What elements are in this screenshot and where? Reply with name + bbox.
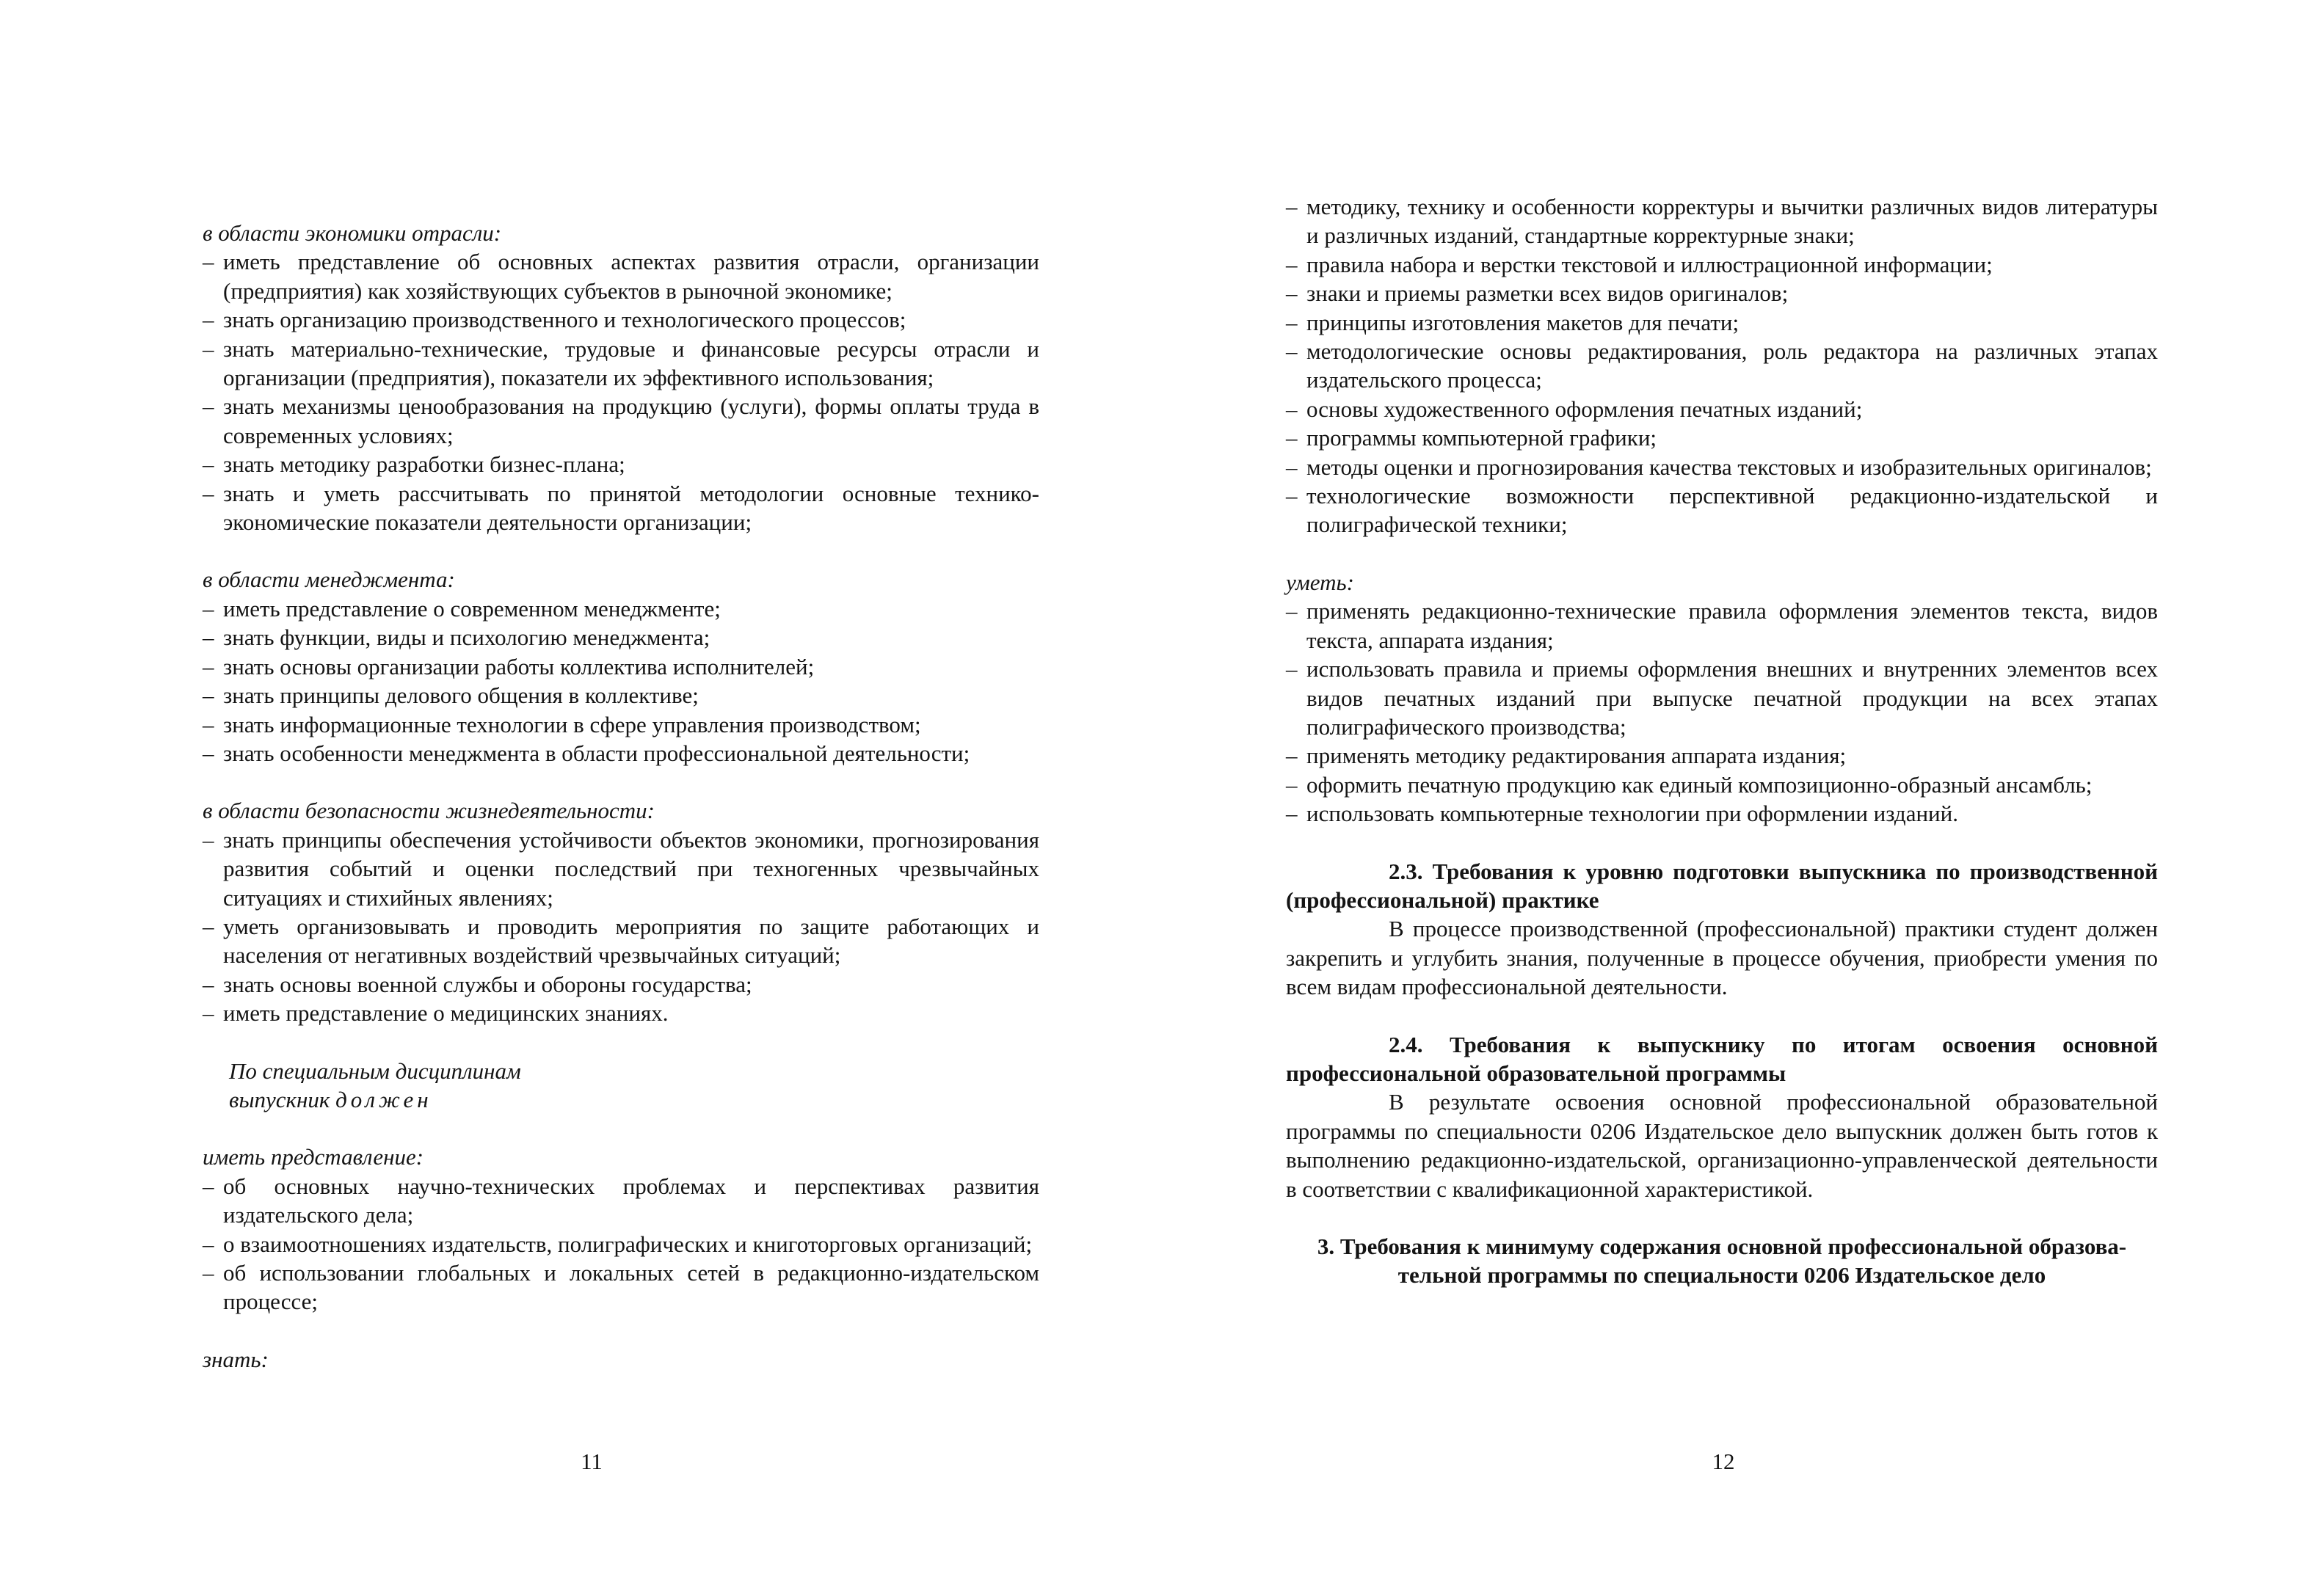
list-item: – программы компьютерной графики;	[1286, 423, 2158, 452]
special-disciplines-line1: По специальным дисциплинам	[229, 1057, 521, 1084]
list-item: – о взаимоотношениях издательств, полиграфических и книготорговых организаций;	[203, 1230, 1039, 1258]
list-item: – технологические возможности перспективной редакционно-издательской и полиграфической техники;	[1286, 481, 2158, 539]
list-item: – правила набора и верстки текстовой и иллюстрационной информации;	[1286, 250, 2158, 279]
list-item: – знать принципы делового общения в коллективе;	[203, 681, 1039, 710]
list-item: – применять редакционно-технические правила оформления элементов текста, видов текста, аппарата издания;	[1286, 597, 2158, 655]
representation-heading: иметь представление:	[203, 1144, 424, 1170]
right-page	[1286, 192, 2158, 1290]
list-item: – знать механизмы ценообразования на продукцию (услуги), формы оплаты труда в современных условиях;	[203, 392, 1039, 450]
know-heading: знать:	[203, 1346, 269, 1372]
list-item: – об основных научно-технических проблемах и перспективах развития издательского дела;	[203, 1172, 1039, 1230]
economics-heading: в области экономики отрасли:	[203, 220, 502, 246]
management-list	[203, 594, 1039, 768]
list-item: – применять методику редактирования аппарата издания;	[1286, 741, 2158, 770]
can-heading: уметь:	[1286, 569, 1354, 595]
safety-list	[203, 826, 1039, 1028]
spacer	[1286, 828, 2158, 857]
list-item: – методологические основы редактирования, роль редактора на различных этапах издательского процесса;	[1286, 337, 2158, 395]
list-item: – знать принципы обеспечения устойчивости объектов экономики, прогнозирования развития событий и оценки последствий при техногенных чрезвычайных ситуациях и стихийных явлениях;	[203, 826, 1039, 912]
page-number-left: 11	[581, 1449, 603, 1474]
list-item: – знать основы организации работы коллектива исполнителей;	[203, 652, 1039, 681]
graduate-word: выпускник	[229, 1086, 336, 1112]
list-item: – уметь организовывать и проводить мероприятия по защите работающих и населения от негативных воздействий чрезвычайных ситуаций;	[203, 912, 1039, 970]
spacer	[203, 768, 1039, 796]
know-list	[1286, 192, 2158, 539]
section-3-title-line2: тельной программы по специальности 0206 Издательское дело	[1397, 1262, 2046, 1289]
special-disciplines-line2	[229, 1085, 1039, 1114]
representation-list	[203, 1172, 1039, 1316]
page-number-right: 12	[1712, 1449, 1735, 1474]
list-item: – знаки и приемы разметки всех видов оригиналов;	[1286, 279, 2158, 307]
list-item: – иметь представление об основных аспектах развития отрасли, организации (предприятия) как хозяйствующих субъектов в рыночной экономике;	[203, 247, 1039, 305]
management-heading: в области менеджмента:	[203, 566, 455, 593]
list-item: – знать основы военной службы и обороны государства;	[203, 970, 1039, 999]
list-item: – методы оценки и прогнозирования качества текстовых и изобразительных оригиналов;	[1286, 453, 2158, 481]
spacer	[1286, 539, 2158, 568]
section-2-3-title: 2.3. Требования к уровню подготовки выпускника по производственной (профессиональной) практике	[1286, 858, 2158, 913]
list-item: – знать особенности менеджмента в области профессиональной деятельности;	[203, 739, 1039, 768]
spacer	[203, 536, 1039, 565]
section-2-3-body: В процессе производственной (профессиональной) практики студент должен закрепить и углубить знания, полученные в процессе обучения, приобрести умения по всем видам профессиональной деятельности.	[1286, 916, 2158, 1000]
list-item: – принципы изготовления макетов для печати;	[1286, 308, 2158, 337]
list-item: – иметь представление о современном менеджменте;	[203, 594, 1039, 623]
spacer	[1286, 1203, 2158, 1232]
list-item: – использовать правила и приемы оформления внешних и внутренних элементов всех видов печатных изданий при выпуске печатной продукции на всех этапах полиграфического производства;	[1286, 655, 2158, 741]
safety-heading: в области безопасности жизнедеятельности:	[203, 798, 655, 824]
list-item: – знать материально-технические, трудовые и финансовые ресурсы отрасли и организации (предприятия), показатели их эффективного использования;	[203, 335, 1039, 393]
section-2-4-body: В результате освоения основной профессиональной образовательной программы по специальности 0206 Издательское дело выпускник должен быть готов к выполнению редакционно-издательской, организационно-управленческой деятельности в соответствии с квалификационной характеристикой.	[1286, 1089, 2158, 1202]
list-item: – знать функции, виды и психологию менеджмента;	[203, 623, 1039, 652]
list-item: – знать и уметь рассчитывать по принятой методологии основные технико-экономические показатели деятельности организации;	[203, 479, 1039, 537]
list-item: – основы художественного оформления печатных изданий;	[1286, 395, 2158, 423]
list-item: – оформить печатную продукцию как единый композиционно-образный ансамбль;	[1286, 770, 2158, 799]
must-word: должен	[335, 1086, 432, 1112]
list-item: – методику, технику и особенности корректуры и вычитки различных видов литературы и различных изданий, стандартные корректурные знаки;	[1286, 192, 2158, 250]
list-item: – знать организацию производственного и технологического процессов;	[203, 305, 1039, 334]
section-3-title-line1: 3. Требования к минимуму содержания основной профессиональной образова-	[1317, 1234, 2127, 1259]
list-item: – использовать компьютерные технологии при оформлении изданий.	[1286, 799, 2158, 828]
section-2-4-title: 2.4. Требования к выпускнику по итогам освоения основной профессиональной образовательной программы	[1286, 1031, 2158, 1086]
left-page	[203, 219, 1039, 1374]
spacer	[1286, 1002, 2158, 1030]
special-disciplines-block	[203, 1057, 1039, 1115]
list-item: – знать информационные технологии в сфере управления производством;	[203, 710, 1039, 739]
economics-list	[203, 247, 1039, 536]
spacer	[203, 1028, 1039, 1057]
spacer	[203, 1316, 1039, 1345]
list-item: – иметь представление о медицинских знаниях.	[203, 999, 1039, 1027]
spacer	[203, 1114, 1039, 1143]
list-item: – знать методику разработки бизнес-плана;	[203, 450, 1039, 478]
list-item: – об использовании глобальных и локальных сетей в редакционно-издательском процессе;	[203, 1258, 1039, 1316]
can-list	[1286, 597, 2158, 828]
